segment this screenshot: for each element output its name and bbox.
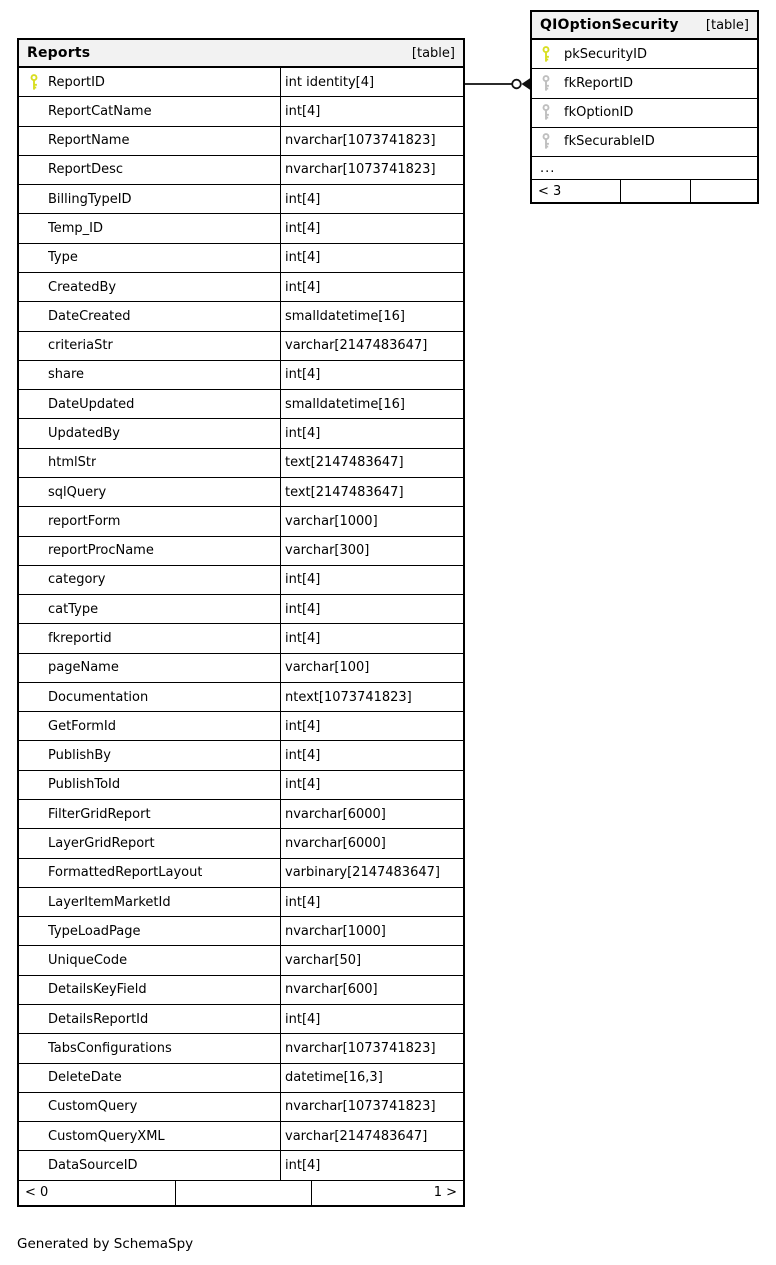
column-type: int[4] [285, 630, 321, 646]
column-row-fkOptionID [532, 99, 757, 128]
column-type: varchar[2147483647] [285, 1128, 428, 1144]
cardinality-circle [512, 80, 521, 89]
column-row-ReportDesc [19, 156, 463, 185]
children-count-cell: < 3 [532, 180, 621, 202]
table-reports [17, 38, 465, 1207]
column-type: int[4] [285, 250, 321, 266]
column-name-cell [19, 214, 281, 242]
column-row-reportForm [19, 507, 463, 536]
column-name: DeleteDate [48, 1070, 122, 1086]
column-type: int[4] [285, 718, 321, 734]
column-name-cell [19, 859, 281, 887]
column-name: catType [48, 601, 99, 617]
column-type: int[4] [285, 367, 321, 383]
column-row-share [19, 361, 463, 390]
column-name: DateUpdated [48, 396, 135, 412]
column-name-cell [19, 185, 281, 213]
column-type: nvarchar[6000] [285, 806, 386, 822]
footer-spacer-cell [176, 1181, 312, 1205]
generator-credit: Generated by SchemaSpy [17, 1236, 194, 1252]
column-type: int[4] [285, 103, 321, 119]
table-qioptionsecurity [530, 10, 759, 204]
column-row-Temp_ID [19, 214, 463, 243]
column-row-FilterGridReport [19, 800, 463, 829]
column-name-cell [19, 156, 281, 184]
column-row-FormattedReportLayout [19, 859, 463, 888]
column-row-PublishToId [19, 771, 463, 800]
column-name-cell [19, 917, 281, 945]
column-row-ReportCatName [19, 97, 463, 126]
column-name: DetailsKeyField [48, 982, 147, 998]
column-row-catType [19, 595, 463, 624]
column-type: varchar[50] [285, 953, 362, 969]
column-type: varchar[2147483647] [285, 338, 428, 354]
column-name-cell [19, 302, 281, 330]
column-type: datetime[16,3] [285, 1070, 383, 1086]
column-row-GetFormId [19, 712, 463, 741]
column-name-cell [19, 68, 281, 96]
table-qioptionsecurity-header [532, 12, 757, 40]
column-name: GetFormId [48, 718, 117, 734]
table-qioptionsecurity-footer [532, 180, 757, 202]
column-row-DeleteDate [19, 1064, 463, 1093]
column-name: pkSecurityID [564, 46, 648, 62]
column-name-cell [532, 128, 757, 156]
column-name: fkSecurableID [564, 134, 655, 150]
column-type: int[4] [285, 1011, 321, 1027]
column-row-TypeLoadPage [19, 917, 463, 946]
foreign-key-icon [532, 104, 564, 121]
column-type: int[4] [285, 1158, 321, 1174]
column-name-cell [19, 1093, 281, 1121]
column-name-cell [19, 976, 281, 1004]
column-name-cell [19, 1005, 281, 1033]
column-row-LayerItemMarketId [19, 888, 463, 917]
column-type: varchar[1000] [285, 513, 378, 529]
column-name: FormattedReportLayout [48, 865, 203, 881]
footer-spacer-cell [621, 180, 691, 202]
column-type: text[2147483647] [285, 484, 404, 500]
column-row-htmlStr [19, 449, 463, 478]
column-name-cell [19, 1151, 281, 1179]
column-row-pageName [19, 654, 463, 683]
column-name: criteriaStr [48, 338, 113, 354]
column-type: int[4] [285, 279, 321, 295]
column-row-CreatedBy [19, 273, 463, 302]
column-type: nvarchar[6000] [285, 835, 386, 851]
column-name-cell [19, 419, 281, 447]
table-qioptionsecurity-type-badge: [table] [705, 17, 749, 33]
column-type: int[4] [285, 748, 321, 764]
column-name-cell [19, 741, 281, 769]
column-row-DetailsReportId [19, 1005, 463, 1034]
foreign-key-icon [532, 75, 564, 92]
column-row-BillingTypeID [19, 185, 463, 214]
column-name-cell [19, 361, 281, 389]
column-name-cell [19, 946, 281, 974]
table-qioptionsecurity-columns [532, 40, 757, 157]
column-type: smalldatetime[16] [285, 308, 405, 324]
column-name: LayerGridReport [48, 835, 155, 851]
column-row-sqlQuery [19, 478, 463, 507]
column-name-cell [19, 595, 281, 623]
column-name: ReportID [48, 74, 105, 90]
column-name: UniqueCode [48, 953, 128, 969]
column-name: UpdatedBy [48, 426, 120, 442]
column-name: category [48, 572, 106, 588]
column-row-Documentation [19, 683, 463, 712]
truncated-columns-indicator: ... [532, 157, 757, 180]
column-name-cell [19, 624, 281, 652]
column-name: ReportCatName [48, 103, 152, 119]
column-name-cell [19, 478, 281, 506]
footer-spacer-cell [691, 180, 757, 202]
column-row-fkSecurableID [532, 128, 757, 157]
column-name: BillingTypeID [48, 191, 132, 207]
column-name-cell [19, 712, 281, 740]
column-name-cell [19, 1122, 281, 1150]
column-name-cell [19, 273, 281, 301]
column-type: nvarchar[1073741823] [285, 1099, 436, 1115]
relationship-connector [465, 73, 530, 95]
column-name: DetailsReportId [48, 1011, 149, 1027]
column-name-cell [19, 537, 281, 565]
column-name-cell [19, 1064, 281, 1092]
column-row-fkReportID [532, 69, 757, 98]
column-name-cell [19, 332, 281, 360]
table-reports-columns [19, 68, 463, 1181]
column-name: TypeLoadPage [48, 923, 141, 939]
cardinality-arrowhead [522, 78, 531, 89]
column-name-cell [19, 888, 281, 916]
parents-count-cell: 1 > [433, 1185, 457, 1201]
column-name: CustomQuery [48, 1099, 138, 1115]
column-name: pageName [48, 660, 119, 676]
column-name-cell [19, 771, 281, 799]
column-row-CustomQueryXML [19, 1122, 463, 1151]
column-name-cell [19, 1034, 281, 1062]
column-type: nvarchar[1073741823] [285, 162, 436, 178]
column-name: ReportName [48, 133, 130, 149]
column-type: varbinary[2147483647] [285, 865, 440, 881]
column-name: fkReportID [564, 75, 634, 91]
column-name: PublishBy [48, 748, 111, 764]
column-name: fkOptionID [564, 105, 634, 121]
column-type: int[4] [285, 894, 321, 910]
column-name-cell [19, 654, 281, 682]
column-type: int[4] [285, 191, 321, 207]
column-row-UpdatedBy [19, 419, 463, 448]
column-name-cell [19, 829, 281, 857]
column-type: nvarchar[600] [285, 982, 378, 998]
column-type: varchar[100] [285, 660, 370, 676]
table-qioptionsecurity-title[interactable]: QIOptionSecurity [540, 17, 679, 33]
column-name: htmlStr [48, 455, 97, 471]
children-count-cell: < 0 [19, 1181, 176, 1205]
column-row-pkSecurityID [532, 40, 757, 69]
column-name: Type [48, 250, 78, 266]
column-row-reportProcName [19, 537, 463, 566]
primary-key-icon [532, 46, 564, 63]
column-row-DetailsKeyField [19, 976, 463, 1005]
column-name: Temp_ID [48, 221, 103, 237]
table-reports-title[interactable]: Reports [27, 45, 91, 61]
column-name: LayerItemMarketId [48, 894, 171, 910]
column-name-cell [19, 566, 281, 594]
column-type: text[2147483647] [285, 455, 404, 471]
column-row-LayerGridReport [19, 829, 463, 858]
column-row-DataSourceID [19, 1151, 463, 1180]
column-name-cell [19, 97, 281, 125]
column-name-cell [19, 800, 281, 828]
column-name-cell [19, 390, 281, 418]
column-name: share [48, 367, 85, 383]
column-name-cell [532, 99, 757, 127]
column-type: ntext[1073741823] [285, 689, 412, 705]
foreign-key-icon [532, 133, 564, 150]
column-row-ReportID [19, 68, 463, 97]
column-name: FilterGridReport [48, 806, 151, 822]
table-reports-type-badge: [table] [411, 45, 455, 61]
column-row-criteriaStr [19, 332, 463, 361]
column-name-cell [19, 244, 281, 272]
column-name: reportForm [48, 513, 121, 529]
column-name: DateCreated [48, 308, 131, 324]
column-name-cell [532, 40, 757, 68]
column-name-cell [19, 507, 281, 535]
column-name: fkreportid [48, 630, 112, 646]
column-name-cell [19, 127, 281, 155]
column-row-UniqueCode [19, 946, 463, 975]
column-row-PublishBy [19, 741, 463, 770]
column-name-cell [19, 683, 281, 711]
column-type: smalldatetime[16] [285, 396, 405, 412]
column-type: nvarchar[1073741823] [285, 1040, 436, 1056]
column-name: CreatedBy [48, 279, 117, 295]
column-name-cell [532, 69, 757, 97]
table-reports-header [19, 40, 463, 68]
column-name: sqlQuery [48, 484, 107, 500]
column-type: int[4] [285, 426, 321, 442]
column-type: nvarchar[1000] [285, 923, 386, 939]
column-name: PublishToId [48, 777, 121, 793]
column-name: ReportDesc [48, 162, 124, 178]
primary-key-icon [19, 74, 48, 91]
table-reports-footer [19, 1181, 463, 1205]
column-type: int identity[4] [285, 74, 375, 90]
column-type: nvarchar[1073741823] [285, 133, 436, 149]
column-type: int[4] [285, 601, 321, 617]
column-row-TabsConfigurations [19, 1034, 463, 1063]
column-type: int[4] [285, 777, 321, 793]
column-row-DateCreated [19, 302, 463, 331]
column-row-Type [19, 244, 463, 273]
column-name-cell [19, 449, 281, 477]
column-row-fkreportid [19, 624, 463, 653]
column-name: reportProcName [48, 543, 154, 559]
column-name: Documentation [48, 689, 149, 705]
column-name: DataSourceID [48, 1158, 138, 1174]
column-name: CustomQueryXML [48, 1128, 165, 1144]
column-type: int[4] [285, 221, 321, 237]
column-name: TabsConfigurations [48, 1040, 172, 1056]
column-type: varchar[300] [285, 543, 370, 559]
column-row-ReportName [19, 127, 463, 156]
column-row-CustomQuery [19, 1093, 463, 1122]
column-row-category [19, 566, 463, 595]
column-row-DateUpdated [19, 390, 463, 419]
column-type: int[4] [285, 572, 321, 588]
